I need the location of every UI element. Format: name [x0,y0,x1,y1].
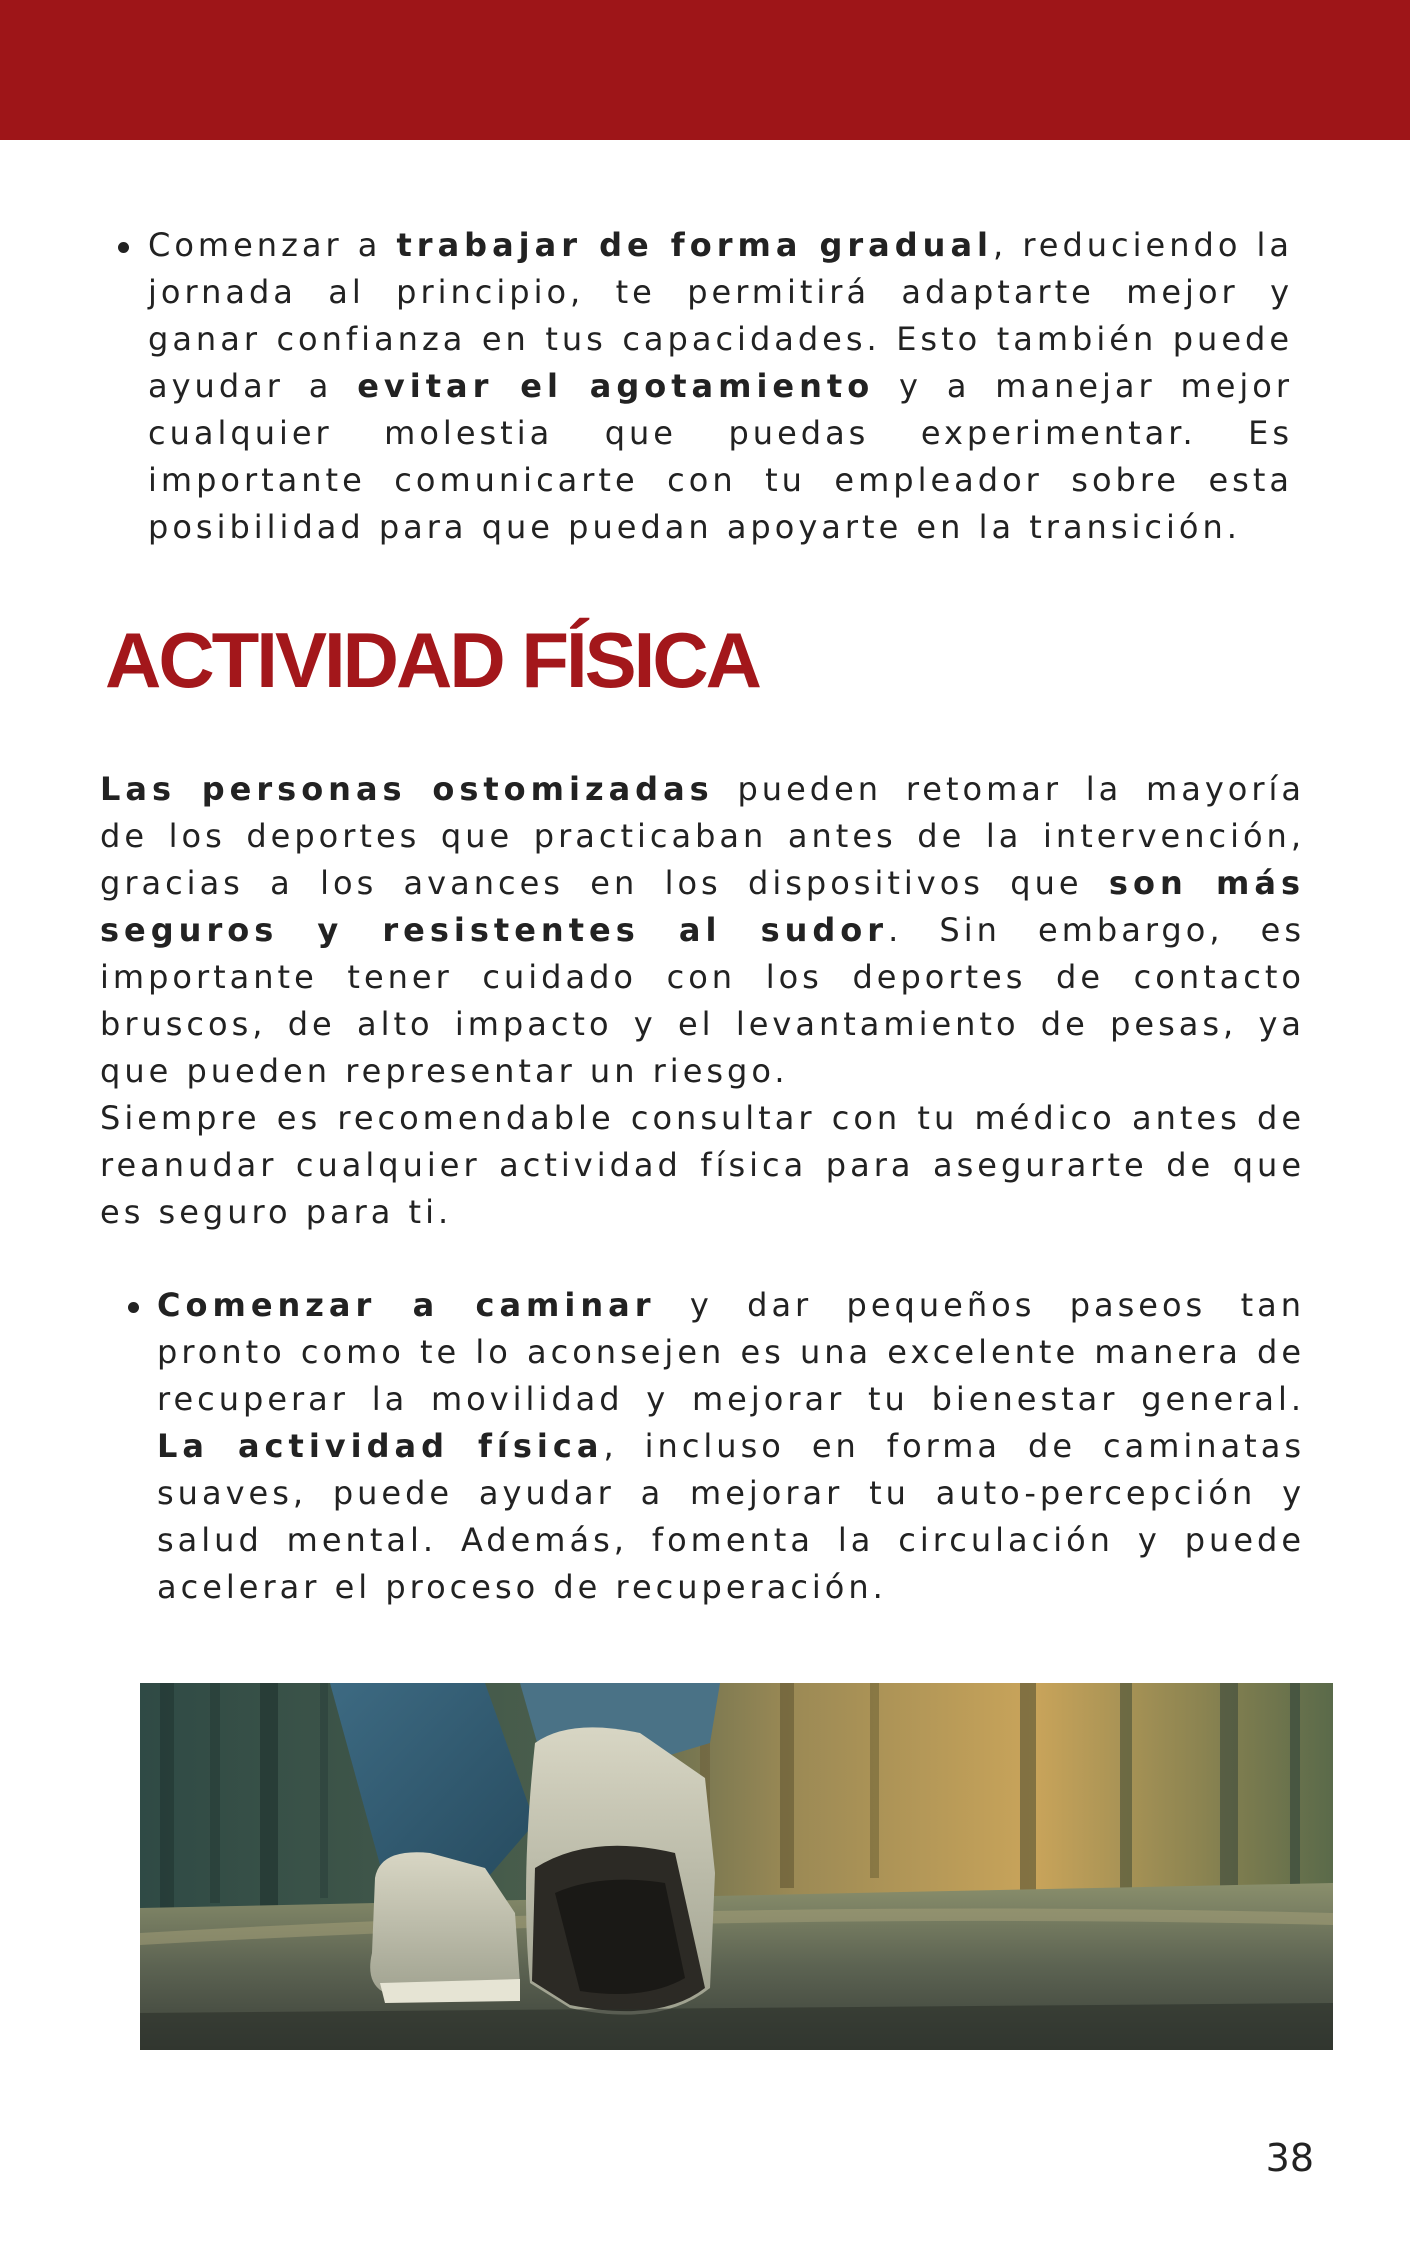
bold-phrase: La actividad física [157,1427,604,1465]
bullet-dot [128,1302,139,1313]
bullet-walking: Comenzar a caminar y dar pequeños paseos tan pronto como te lo aconsejen es una excelente manera de recuperar la movilidad y mejorar tu bienestar general. La actividad física, incluso en forma de caminatas suaves, puede ayudar a mejorar tu auto-percepción y salud mental. Además, fomenta la circulación y puede acelerar el proceso de recuperación. [157,1286,1306,1606]
page-number: 38 [1265,2136,1314,2180]
bold-phrase: son más seguros y resistentes al sudor [100,864,1306,949]
section-heading: ACTIVIDAD FÍSICA [105,616,759,704]
intro-paragraph: Las personas ostomizadas pueden retomar la mayoría de los deportes que practicaban antes de la intervención, gracias a los avances en los dispositivos que son más seguros y resistentes al sudor. Sin embargo, es importante tener cuidado con los deportes de contacto bruscos, de alto impacto y el levantamiento de pesas, ya que pueden representar un riesgo. Siempre es recomendable consultar con tu médico antes de reanudar cualquier actividad física para asegurarte de que es seguro para ti. [100,766,1305,1236]
bold-phrase: trabajar de forma gradual [396,226,994,264]
advice-sentence: Siempre es recomendable consultar con tu médico antes de reanudar cualquier actividad física para asegurarte de que es seguro para ti. [100,1099,1305,1231]
walking-shoes-photo [140,1683,1333,2050]
top-header-band [0,0,1410,140]
bold-phrase: Comenzar a caminar [157,1286,656,1324]
bullet-gradual-work: Comenzar a trabajar de forma gradual, reduciendo la jornada al principio, te permitirá adaptarte mejor y ganar confianza en tus capacidades. Esto también puede ayudar a evitar el agotamiento y a manejar mejor cualquier molestia que puedas experimentar. Es importante comunicarte con tu empleador sobre esta posibilidad para que puedan apoyarte en la transición. [148,226,1294,546]
bold-phrase: evitar el agotamiento [357,367,875,405]
bullet-dot [118,242,129,253]
bold-phrase: Las personas ostomizadas [100,770,714,808]
